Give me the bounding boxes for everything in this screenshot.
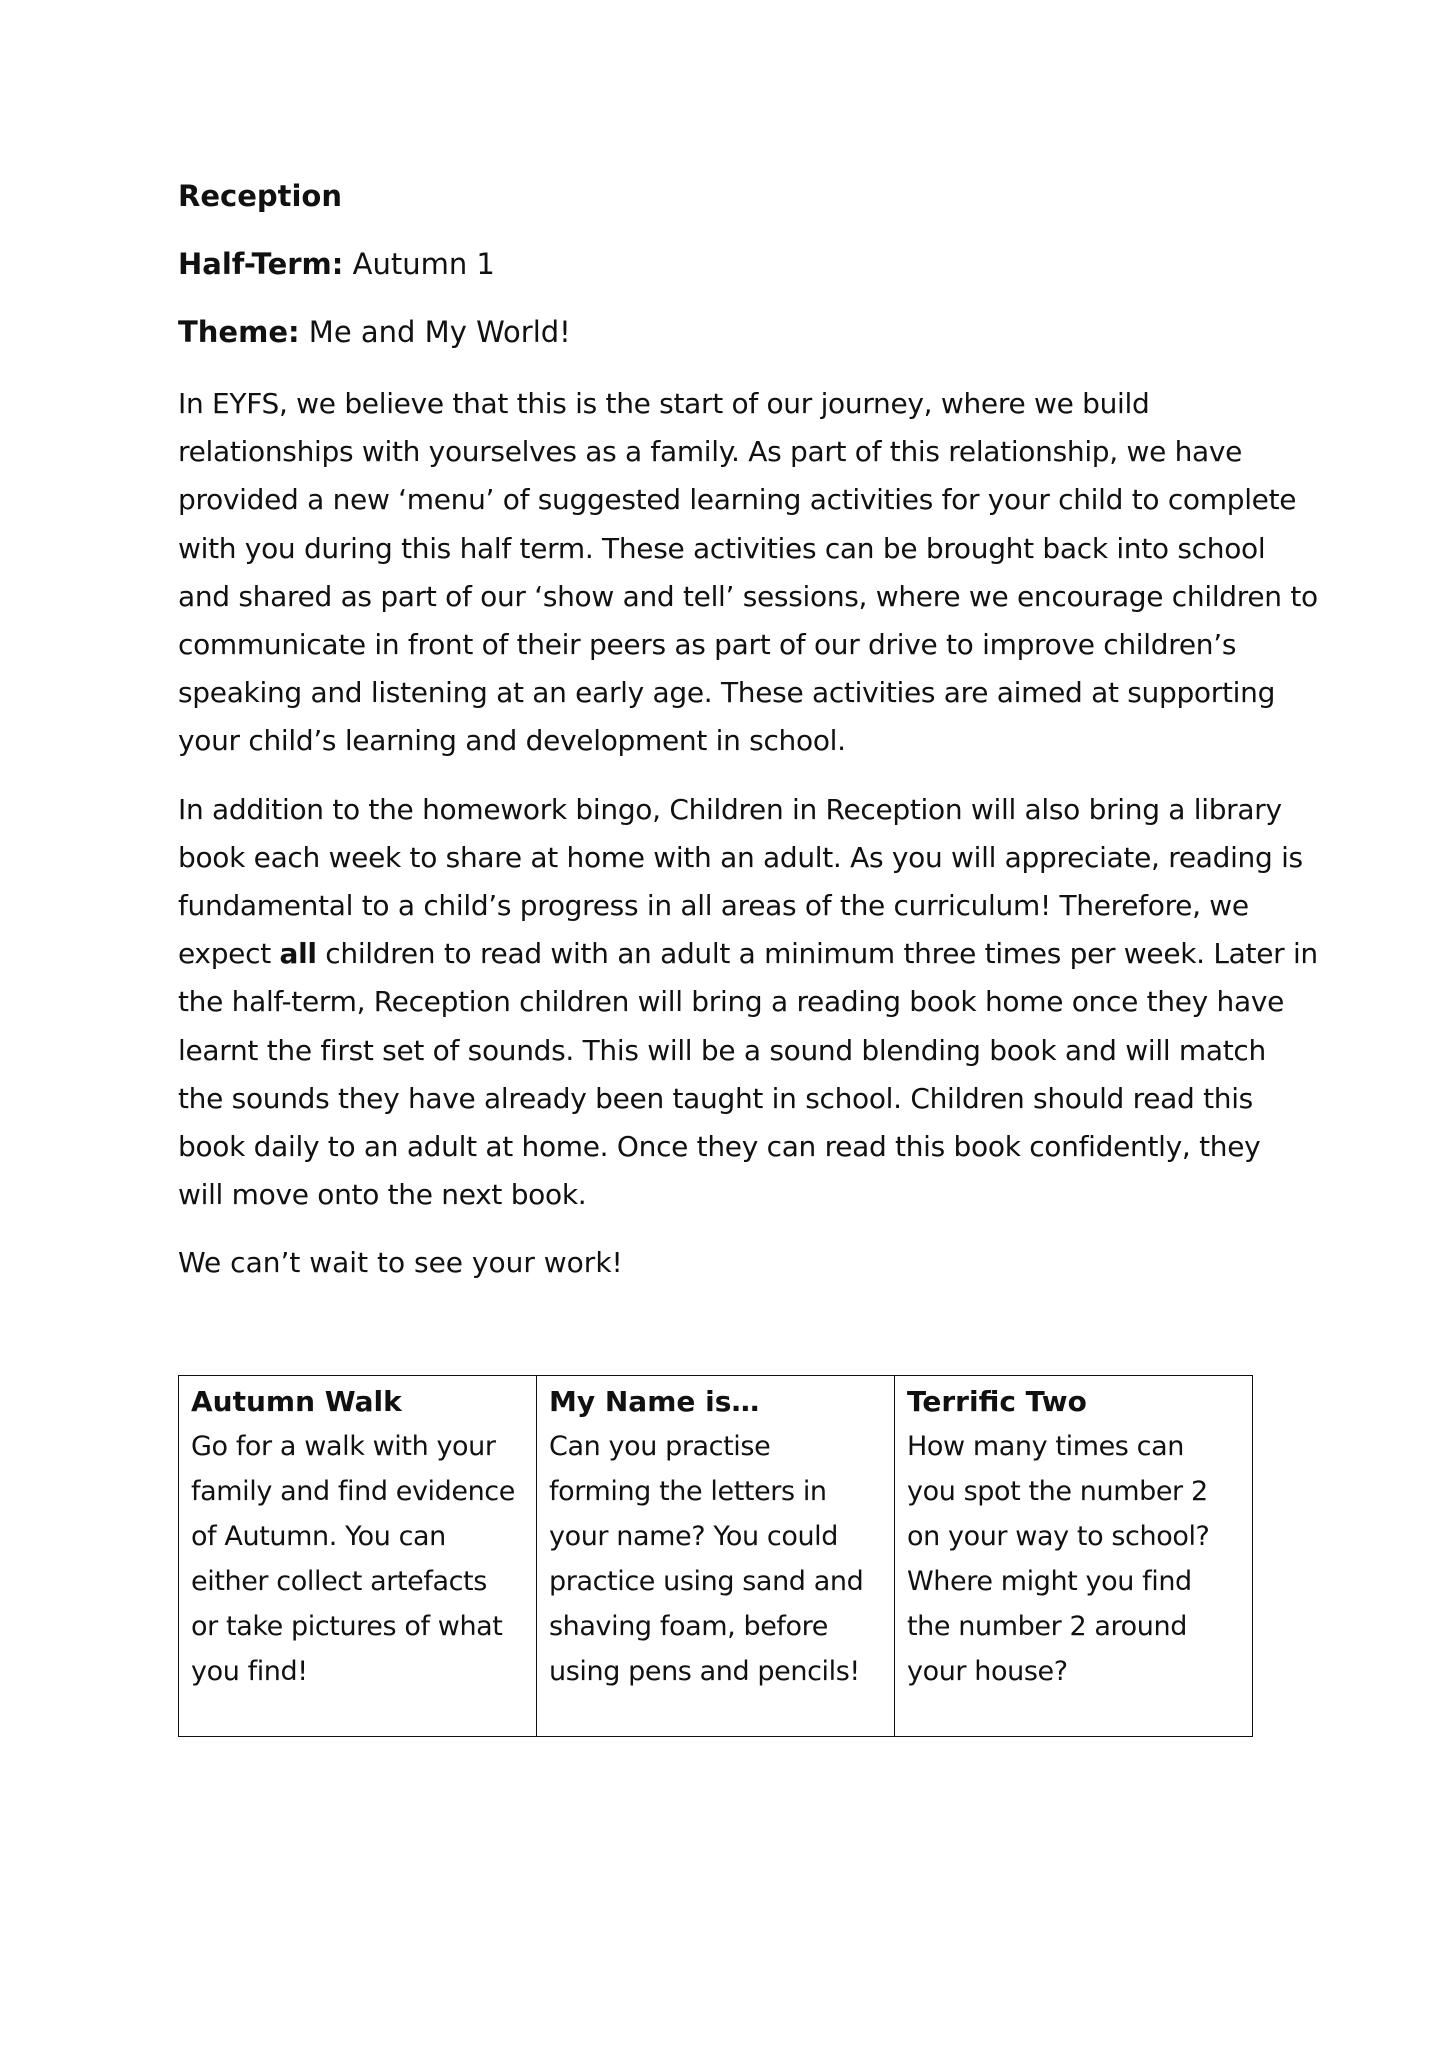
year-group-heading xyxy=(178,176,1288,216)
table-row xyxy=(179,1376,1253,1737)
cell-line: your house? xyxy=(907,1656,1068,1687)
bingo-cell-my-name xyxy=(537,1376,895,1737)
cell-title: My Name is… xyxy=(549,1385,760,1418)
intro-line: and shared as part of our ‘show and tell’ sessions, where we encourage children to xyxy=(178,579,1318,613)
reading-line: the half-term, Reception children will bring a reading book home once they have xyxy=(178,985,1285,1019)
reading-line: the sounds they have already been taught in school. Children should read this xyxy=(178,1081,1253,1115)
cell-title: Autumn Walk xyxy=(191,1385,402,1418)
cell-title: Terrific Two xyxy=(907,1385,1087,1418)
cell-line: you find! xyxy=(191,1656,308,1687)
document-body xyxy=(178,176,1318,1287)
intro-line: communicate in front of their peers as part of our drive to improve children’s xyxy=(178,628,1237,662)
intro-line: relationships with yourselves as a family. As part of this relationship, we have xyxy=(178,435,1243,469)
cell-line: on your way to school? xyxy=(907,1521,1210,1552)
bingo-cell-terrific-two xyxy=(895,1376,1253,1737)
reading-line: In addition to the homework bingo, Children in Reception will also bring a library xyxy=(178,792,1282,826)
half-term-label: Half-Term: xyxy=(178,247,344,281)
cell-line: shaving foam, before xyxy=(549,1611,828,1642)
year-group-text: Reception xyxy=(178,179,342,213)
cell-line: forming the letters in xyxy=(549,1476,827,1507)
reading-paragraph xyxy=(178,786,1318,1220)
intro-line: provided a new ‘menu’ of suggested learning activities for your child to complete xyxy=(178,483,1297,517)
bingo-cell-autumn-walk xyxy=(179,1376,537,1737)
half-term-value: Autumn 1 xyxy=(343,247,495,281)
intro-line: your child’s learning and development in school. xyxy=(178,724,846,758)
intro-line: speaking and listening at an early age. These activities are aimed at supporting xyxy=(178,676,1276,710)
cell-line: using pens and pencils! xyxy=(549,1656,860,1687)
reading-line: learnt the first set of sounds. This will be a sound blending book and will match xyxy=(178,1033,1266,1067)
cell-line: either collect artefacts xyxy=(191,1566,487,1597)
cell-line: you spot the number 2 xyxy=(907,1476,1208,1507)
reading-line-end: children to read with an adult a minimum three times per week. Later in xyxy=(316,937,1318,971)
cell-line: or take pictures of what xyxy=(191,1611,503,1642)
cell-line: Can you practise xyxy=(549,1431,771,1462)
intro-paragraph xyxy=(178,380,1318,766)
intro-line: with you during this half term. These activities can be brought back into school xyxy=(178,531,1266,565)
reading-line: fundamental to a child’s progress in all areas of the curriculum! Therefore, we xyxy=(178,889,1249,923)
reading-line-start: expect xyxy=(178,937,280,971)
cell-line: practice using sand and xyxy=(549,1566,864,1597)
cell-line: Where might you find xyxy=(907,1566,1192,1597)
closing-line: We can’t wait to see your work! xyxy=(178,1246,623,1280)
cell-line: Go for a walk with your xyxy=(191,1431,496,1462)
cell-line: How many times can xyxy=(907,1431,1184,1462)
cell-line: family and find evidence xyxy=(191,1476,515,1507)
reading-line: will move onto the next book. xyxy=(178,1178,587,1212)
cell-line: your name? You could xyxy=(549,1521,839,1552)
reading-line: book each week to share at home with an adult. As you will appreciate, reading is xyxy=(178,840,1303,874)
reading-line: book daily to an adult at home. Once they can read this book confidently, they xyxy=(178,1130,1261,1164)
cell-line: the number 2 around xyxy=(907,1611,1187,1642)
emphasis-all: all xyxy=(279,937,317,971)
homework-bingo-table xyxy=(178,1375,1253,1737)
intro-line: In EYFS, we believe that this is the start of our journey, where we build xyxy=(178,387,1150,420)
theme-label: Theme: xyxy=(178,315,300,349)
theme-line xyxy=(178,312,1288,352)
theme-value: Me and My World! xyxy=(299,315,571,349)
cell-line: of Autumn. You can xyxy=(191,1521,446,1552)
reading-line-emphasis xyxy=(178,930,1318,978)
half-term-line xyxy=(178,244,1288,284)
